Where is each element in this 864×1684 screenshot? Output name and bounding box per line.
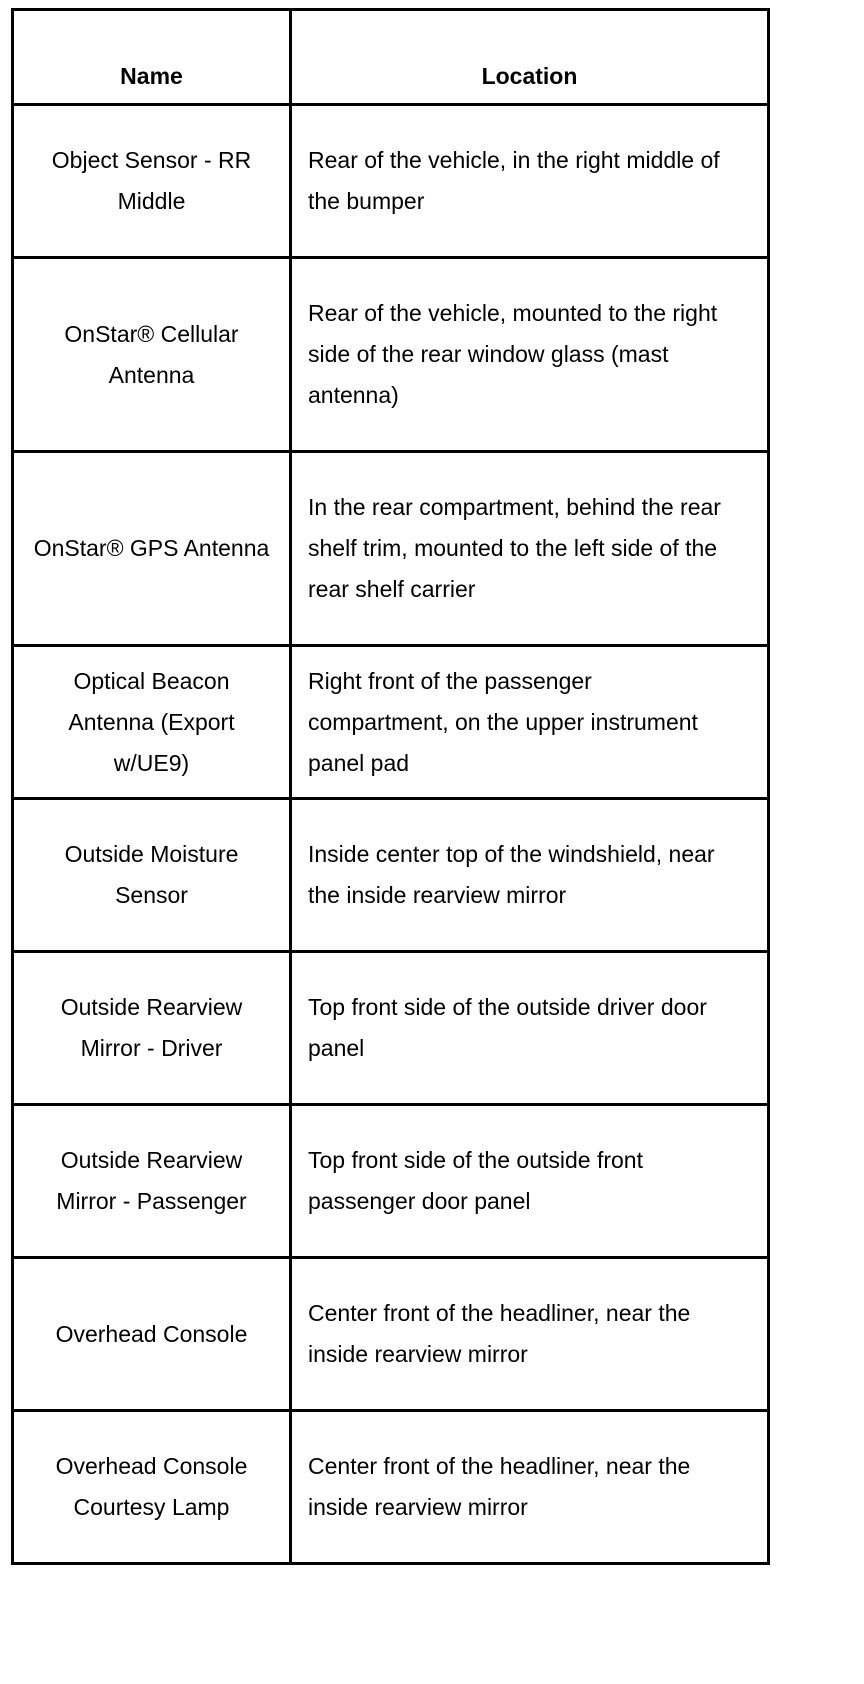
row-name: OnStar® GPS Antenna [14,453,292,644]
table-row [14,1256,767,1409]
row-location: Rear of the vehicle, in the right middle of the bumper [308,147,720,214]
row-location: Center front of the headliner, near the inside rearview mirror [308,1300,691,1367]
row-name: Optical Beacon Antenna (Export w/UE9) [14,647,292,797]
header-name: Name [14,11,292,103]
row-name: Overhead Console Courtesy Lamp [14,1412,292,1562]
row-location: Right front of the passenger compartment, on the upper instrument panel pad [308,667,698,776]
row-location: Center front of the headliner, near the inside rearview mirror [308,1453,691,1520]
row-location: Rear of the vehicle, mounted to the right side of the rear window glass (mast antenna) [308,300,718,408]
table-header-row [14,11,767,103]
row-name: Object Sensor - RR Middle [14,106,292,256]
table-row [14,1103,767,1256]
row-location: Top front side of the outside front passenger door panel [308,1147,643,1214]
table-row [14,103,767,256]
table-row [14,1409,767,1562]
table-row [14,950,767,1103]
row-name: Overhead Console [14,1259,292,1409]
component-location-table [11,8,770,1565]
row-name: Outside Rearview Mirror - Passenger [14,1106,292,1256]
header-location: Location [481,63,578,89]
row-location: Top front side of the outside driver door panel [308,994,707,1061]
table-row [14,256,767,450]
table-row [14,450,767,644]
row-location: In the rear compartment, behind the rear shelf trim, mounted to the left side of the rear shelf carrier [308,494,721,602]
row-location: Inside center top of the windshield, near the inside rearview mirror [308,841,715,908]
table-row [14,797,767,950]
table-row [14,644,767,797]
row-name: Outside Rearview Mirror - Driver [14,953,292,1103]
row-name: Outside Moisture Sensor [14,800,292,950]
row-name: OnStar® Cellular Antenna [14,259,292,450]
